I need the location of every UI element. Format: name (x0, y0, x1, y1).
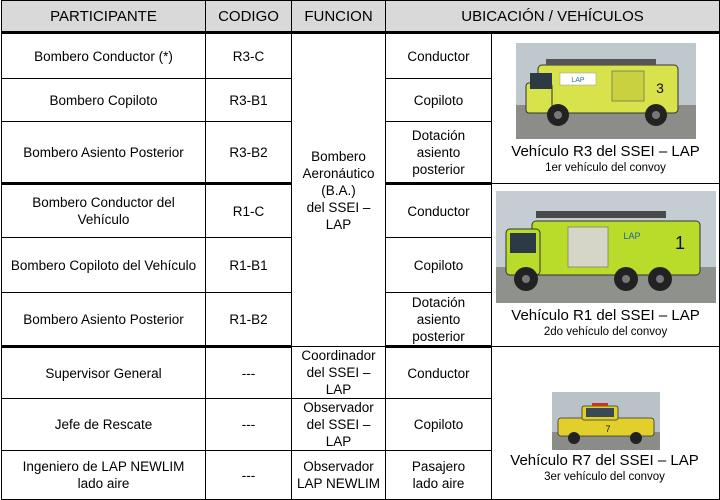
participants-table (1, 0, 720, 500)
vehicle-order: 2do vehículo del convoy (543, 326, 668, 338)
participant-cell: Bombero Asiento Posterior (2, 122, 206, 184)
participant-line: Ingeniero de LAP NEWLIM (22, 459, 185, 474)
code-cell: R3-C (206, 33, 292, 79)
location-line: Pasajero (411, 459, 466, 474)
vehicle-name: Vehículo R1 del SSEI – LAP (511, 307, 700, 324)
function-line: del SSEI – LAP (306, 365, 371, 397)
location-cell: Conductor (386, 33, 492, 79)
participant-cell: Bombero Copiloto del Vehículo (2, 238, 206, 293)
location-cell (386, 122, 492, 184)
code-cell: --- (206, 451, 292, 500)
code-cell: R3-B1 (206, 79, 292, 122)
table-row (2, 347, 720, 399)
location-cell: Copiloto (386, 238, 492, 293)
header-function: FUNCION (292, 1, 386, 33)
location-line: asiento posterior (412, 144, 465, 177)
function-line: LAP NEWLIM (296, 476, 381, 491)
participant-cell: Jefe de Rescate (2, 399, 206, 451)
participant-cell: Bombero Copiloto (2, 79, 206, 122)
code-cell: --- (206, 399, 292, 451)
location-line: asiento posterior (412, 311, 465, 344)
participant-cell: Bombero Conductor (*) (2, 33, 206, 79)
function-cell-shared (292, 33, 386, 347)
code-cell: --- (206, 347, 292, 399)
code-cell: R1-C (206, 184, 292, 238)
location-cell (386, 293, 492, 347)
location-cell: Conductor (386, 184, 492, 238)
vehicle-name: Vehículo R3 del SSEI – LAP (511, 142, 700, 160)
location-line: lado aire (412, 476, 465, 491)
location-line: Dotación (411, 127, 466, 143)
code-cell: R1-B1 (206, 238, 292, 293)
truck-logo: LAP (570, 76, 585, 84)
code-cell: R3-B2 (206, 122, 292, 184)
function-cell (292, 451, 386, 500)
fire-truck-r3-image (516, 43, 696, 139)
vehicle-name: Vehículo R7 del SSEI – LAP (510, 452, 699, 469)
function-line: Aeronáutico (302, 165, 375, 181)
vehicle-cell-r1 (492, 184, 720, 347)
function-line: del SSEI – LAP (306, 199, 371, 232)
vehicle-order: 3er vehículo del convoy (544, 471, 665, 483)
function-line: Coordinador (301, 348, 376, 363)
participant-cell (2, 451, 206, 500)
participant-cell: Supervisor General (2, 347, 206, 399)
pickup-truck-r7-image (552, 392, 660, 450)
location-cell: Copiloto (386, 399, 492, 451)
vehicle-cell-r3 (492, 33, 720, 184)
vehicle-order: 1er vehículo del convoy (545, 161, 666, 174)
function-line: del SSEI – LAP (306, 417, 371, 449)
location-cell: Conductor (386, 347, 492, 399)
function-cell (292, 347, 386, 399)
function-line: (B.A.) (321, 182, 356, 198)
function-line: Observador (303, 459, 374, 474)
unit-number: 7 (604, 424, 611, 434)
vehicle-caption-r7 (491, 452, 718, 484)
participant-line: lado aire (77, 476, 130, 491)
code-cell: R1-B2 (206, 293, 292, 347)
header-location: UBICACIÓN / VEHÍCULOS (386, 1, 720, 33)
participant-cell: Bombero Conductor del Vehículo (2, 184, 206, 238)
participant-cell: Bombero Asiento Posterior (2, 293, 206, 347)
unit-number: 3 (655, 79, 664, 96)
function-line: Observador (303, 400, 374, 415)
header-participant: PARTICIPANTE (2, 1, 206, 33)
unit-number: 1 (674, 233, 685, 253)
function-line: Bombero (311, 148, 366, 164)
truck-logo: LAP (622, 231, 641, 241)
fire-truck-r1-image (496, 191, 716, 303)
table-row (2, 33, 720, 79)
location-cell (386, 451, 492, 500)
header-code: CODIGO (206, 1, 292, 33)
location-line: Dotación (411, 294, 466, 310)
location-cell: Copiloto (386, 79, 492, 122)
function-cell (292, 399, 386, 451)
